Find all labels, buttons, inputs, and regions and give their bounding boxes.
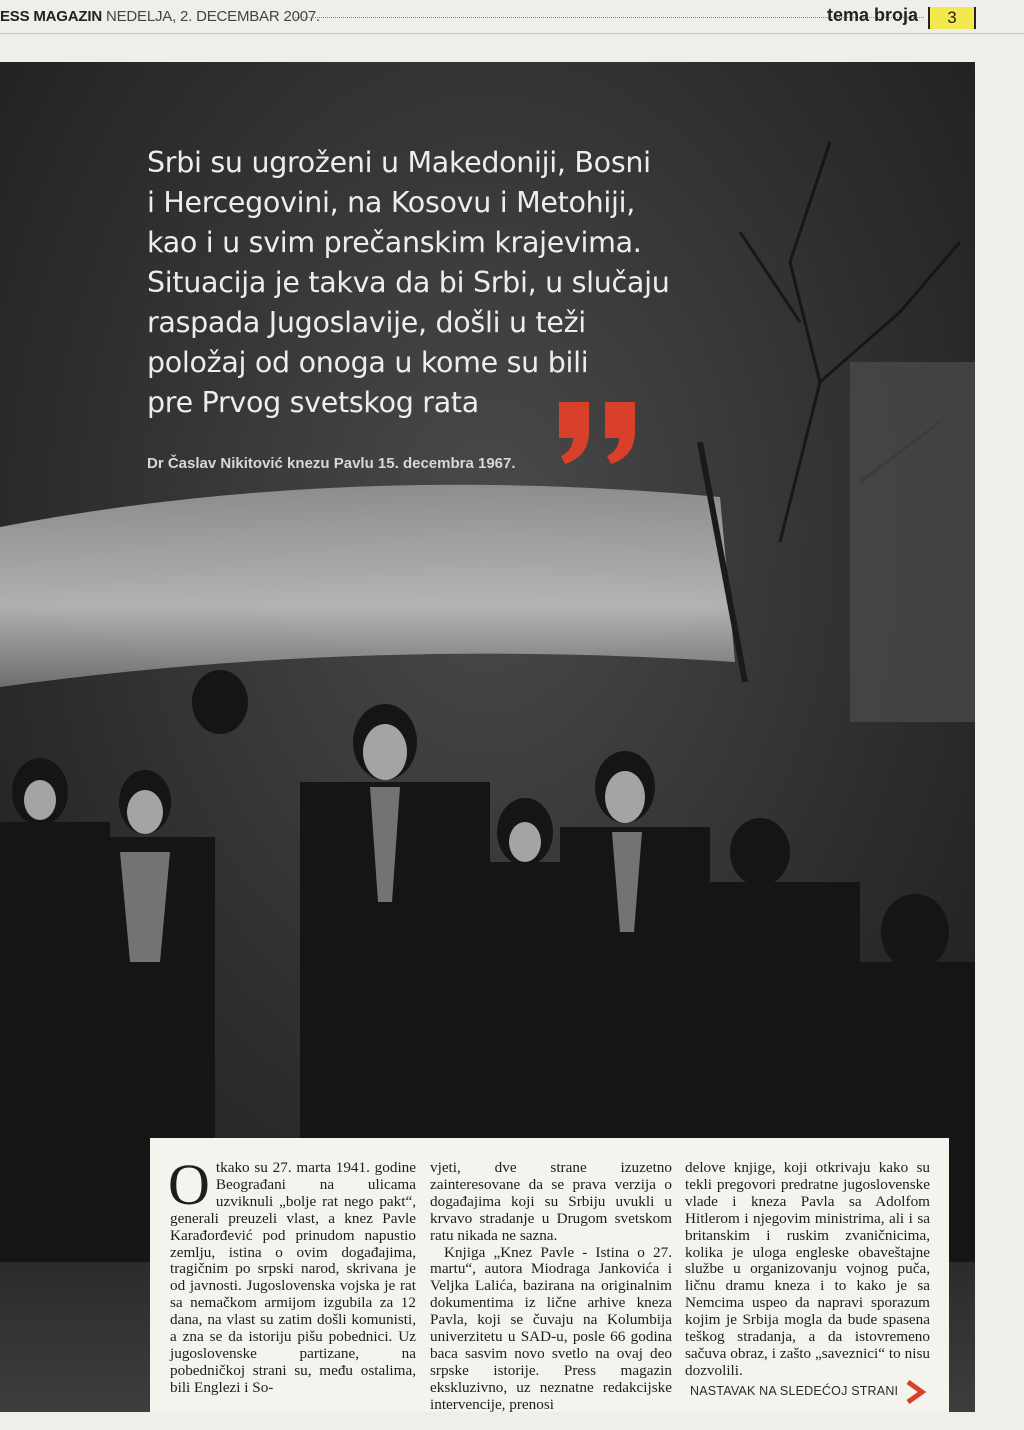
quote-attribution: Dr Časlav Nikitović knezu Pavlu 15. decembra 1967. — [147, 455, 516, 472]
article-column-3 — [685, 1160, 930, 1380]
quote-line: raspada Jugoslavije, došli u teži — [147, 306, 586, 339]
article-column-1 — [168, 1152, 416, 1397]
page-number: 3 — [928, 7, 976, 29]
drop-cap: O — [168, 1152, 210, 1217]
magazine-name: ESS MAGAZIN — [0, 8, 102, 25]
article-column-2 — [430, 1160, 672, 1414]
quote-line: položaj od onoga u kome su bili — [147, 346, 589, 379]
column-text: tkako su 27. marta 1941. godine Beograđani na ulicama uzviknuli „bolje rat nego pakt“, generali preuzeli vlast, a knez Pavle Karađorđević pod prinudom napustio zemlju, istina o ovim događajima, tragičnim po srpski narod, skrivana je od javnosti. Jugoslovenska vojska je rat sa nemačkom armijom izgubila za 12 dana, na vlast su zatim došli komunisti, a zna se da istoriju pišu pobednici. Uz jugoslovenske partizane, na pobedničkoj strani su, među ostalima, bili Englezi i So- — [170, 1159, 416, 1396]
paragraph: delove knjige, koji otkrivaju kako su tekli pregovori predratne jugoslovenske vlade i kneza Pavla sa Adolfom Hitlerom i njegovim ministrima, ali i sa britanskim i ruskim zvaničnicima, kolika je uloga engleske obaveštajne službe u organizovanju vojnog puča, ličnu dramu kneza i to kako je sa Nemcima uspeo da napravi sporazum kojim je Srbija mogla da bude spasena teškog stradanja, a da istovremeno sačuva obraz, i zašto „saveznici“ to nisu dozvolili. — [685, 1159, 930, 1379]
quote-line: kao i u svim prečanskim krajevima. — [147, 226, 642, 259]
quote-line: Srbi su ugroženi u Makedoniji, Bosni — [147, 146, 651, 179]
quote-line: pre Prvog svetskog rata — [147, 386, 479, 419]
header-divider — [0, 33, 1024, 34]
header-publication — [0, 8, 320, 25]
pull-quote — [147, 143, 747, 423]
chevron-right-icon[interactable] — [902, 1379, 928, 1405]
paragraph: Knjiga „Knez Pavle - Istina o 27. martu“, autora Miodraga Jankovića i Veljka Lalića, bazirana na originalnim dokumentima iz lične arhive kneza Pavla, koji se čuvaju na Kolumbija univerzitetu u SAD-u, posle 66 godina baca sasvim novo svetlo na ovaj deo srpske istorije. Press magazin ekskluzivno, uz neznatne redakcijske intervencije, prenosi — [430, 1243, 672, 1413]
quote-line: Situacija je takva da bi Srbi, u slučaju — [147, 266, 670, 299]
closing-quote-icon — [555, 398, 645, 468]
quote-line: i Hercegovini, na Kosovu i Metohiji, — [147, 186, 636, 219]
page-header — [0, 0, 1024, 36]
paragraph: vjeti, dve strane izuzetno zainteresovane da se prava verzija o događajima koji su Srbiju uvukli u krvavo stradanje u Drugom svetskom ratu nikada ne sazna. — [430, 1159, 672, 1244]
continue-link[interactable]: NASTAVAK NA SLEDEĆOJ STRANI — [690, 1384, 899, 1398]
issue-date: NEDELJA, 2. DECEMBAR 2007. — [105, 8, 321, 25]
section-label: tema broja — [826, 5, 918, 25]
article-box — [150, 1138, 949, 1412]
